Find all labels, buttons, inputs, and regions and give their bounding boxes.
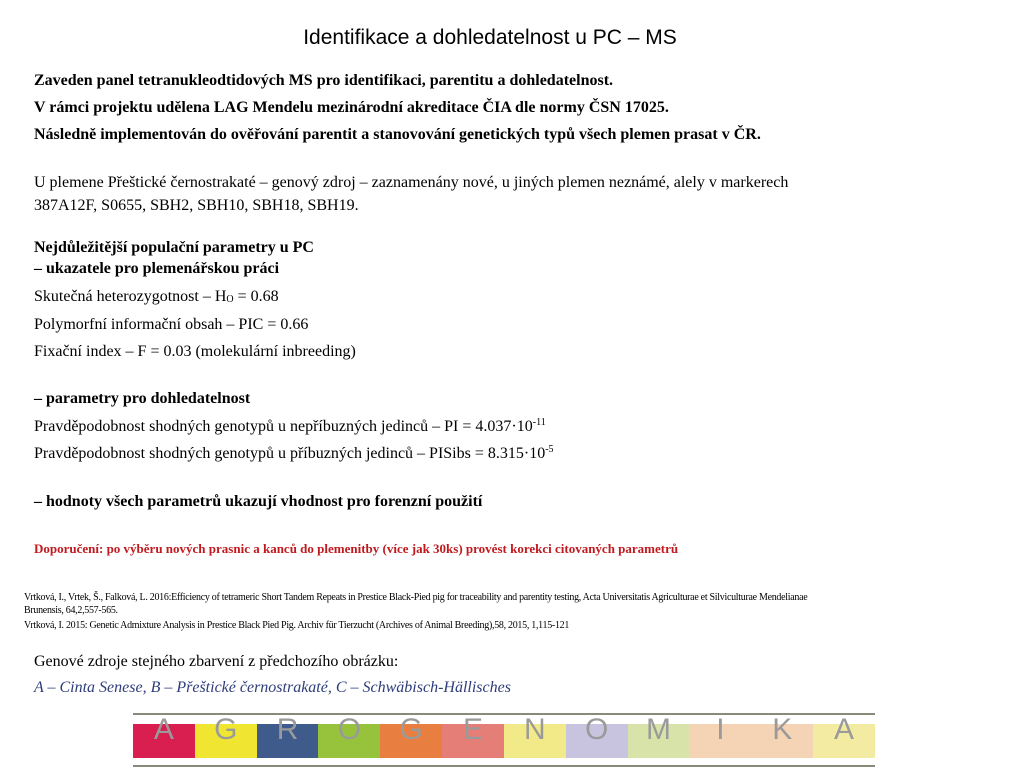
- trace-heading: – parametry pro dohledatelnost: [34, 390, 251, 407]
- pisibs-line: [34, 445, 554, 463]
- ho-subscript: O: [226, 294, 234, 305]
- alleles-line-2: 387A12F, S0655, SBH2, SBH10, SBH18, SBH19.: [34, 197, 359, 214]
- intro-line-1: Zaveden panel tetranukleodtidových MS pro identifikaci, parentitu a dohledatelnost.: [34, 72, 614, 89]
- pic: Polymorfní informační obsah – PIC = 0.66: [34, 316, 309, 333]
- intro-line-2: V rámci projektu udělena LAG Mendelu mezinárodní akreditace ČIA dle normy ČSN 17025.: [34, 99, 669, 116]
- logo-letter: K: [772, 713, 793, 746]
- heterozygosity: [34, 288, 279, 306]
- intro-line-3: Následně implementován do ověřování parentit a stanovování genetických typů všech plemen prasat v ČR.: [34, 126, 761, 143]
- pi-label: Pravděpodobnost shodných genotypů u nepříbuzných jedinců – PI = 4.037·10: [34, 418, 533, 435]
- logo-letter: E: [463, 713, 484, 746]
- params-subheading: – ukazatele pro plemenářskou práci: [34, 260, 280, 277]
- conclusion: – hodnoty všech parametrů ukazují vhodnost pro forenzní použití: [34, 493, 483, 510]
- reference-1: Vrtková, I., Vrtek, Š., Falková, L. 2016:Efficiency of tetrameric Short Tandem Repeats in Prestice Black-Pied pig for traceability and parentity testing, Acta Universitatis Agriculturae et Silviculturae Mendelianae: [24, 592, 808, 603]
- logo-letter: O: [585, 713, 609, 746]
- logo-letter: O: [337, 713, 362, 746]
- recommendation: Doporučení: po výběru nových prasnic a kanců do plemenitby (více jak 30ks) provést korekci citovaných parametrů: [34, 541, 679, 556]
- agrogenomika-logo: [133, 713, 875, 767]
- alleles-line-1: U plemene Přeštické černostrakaté – genový zdroj – zaznamenány nové, u jiných plemen neznámé, alely v markerech: [34, 174, 789, 191]
- pi-line: [34, 418, 546, 436]
- logo-letter: R: [276, 713, 299, 746]
- logo-letter: N: [524, 713, 546, 746]
- pi-exponent: -11: [532, 417, 546, 428]
- logo-letter: I: [716, 713, 725, 746]
- logo-letter: A: [834, 713, 855, 746]
- fixation-index: Fixační index – F = 0.03 (molekulární inbreeding): [34, 343, 356, 360]
- logo-letter: G: [214, 713, 238, 746]
- logo-letter: A: [153, 713, 174, 746]
- params-heading: Nejdůležitější populační parametry u PC: [34, 239, 314, 256]
- genetic-sources-heading: Genové zdroje stejného zbarvení z předchozího obrázku:: [34, 653, 399, 670]
- reference-2: Vrtková, I. 2015: Genetic Admixture Analysis in Prestice Black Pied Pig. Archiv für Tierzucht (Archives of Animal Breeding),58, 2015, 1,115-121: [24, 620, 570, 631]
- genetic-sources-list: A – Cinta Senese, B – Přeštické černostrakaté, C – Schwäbisch-Hällisches: [34, 679, 511, 696]
- page-title: Identifikace a dohledatelnost u PC – MS: [303, 26, 677, 49]
- pisibs-label: Pravděpodobnost shodných genotypů u příbuzných jedinců – PISibs = 8.315·10: [34, 445, 546, 462]
- pisibs-exponent: -5: [545, 444, 554, 455]
- logo-letters: [133, 713, 875, 747]
- logo-letter: M: [646, 713, 672, 746]
- logo-letter: G: [399, 713, 423, 746]
- ho-value: = 0.68: [233, 288, 279, 305]
- reference-1-cont: Brunensis, 64,2,557-565.: [24, 605, 118, 616]
- ho-label: Skutečná heterozygotnost – H: [34, 288, 227, 305]
